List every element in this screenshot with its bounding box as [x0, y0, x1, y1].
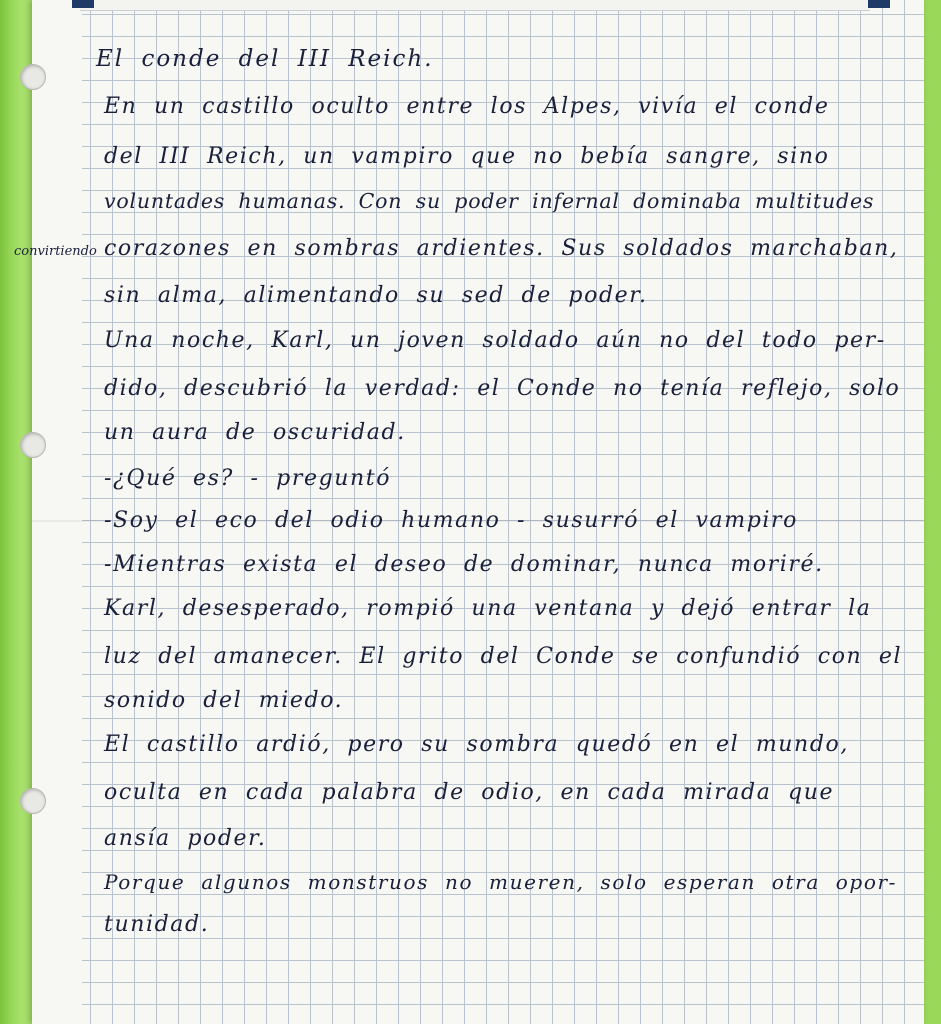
- punch-hole: [20, 432, 46, 458]
- text-line: Una noche, Karl, un joven soldado aún no del todo per-: [104, 328, 886, 353]
- page-title: El conde del III Reich.: [96, 46, 434, 72]
- text-line: sin alma, alimentando su sed de poder.: [104, 283, 648, 308]
- text-line: sonido del miedo.: [104, 688, 344, 713]
- text-line: oculta en cada palabra de odio, en cada mirada que: [104, 780, 835, 805]
- text-line: Karl, desesperado, rompió una ventana y dejó entrar la: [104, 596, 872, 621]
- margin-note: convirtiendo: [14, 244, 97, 259]
- punch-hole: [20, 788, 46, 814]
- text-line: dido, descubrió la verdad: el Conde no tenía reflejo, solo: [104, 376, 901, 401]
- text-line: tunidad.: [104, 912, 210, 937]
- corner-mark-right: [868, 0, 890, 8]
- text-line: -Mientras exista el deseo de dominar, nunca moriré.: [104, 552, 824, 577]
- text-line: del III Reich, un vampiro que no bebía sangre, sino: [104, 144, 830, 169]
- text-line: En un castillo oculto entre los Alpes, vivía el conde: [104, 94, 830, 119]
- paper-margin: [32, 0, 82, 1024]
- corner-mark-left: [72, 0, 94, 8]
- text-line: corazones en sombras ardientes. Sus soldados marchaban,: [104, 236, 899, 261]
- text-line: ansía poder.: [104, 826, 267, 851]
- text-line: luz del amanecer. El grito del Conde se confundió con el: [104, 644, 903, 669]
- punch-hole: [20, 64, 46, 90]
- text-line: El castillo ardió, pero su sombra quedó en el mundo,: [104, 732, 849, 757]
- text-line: -¿Qué es? - preguntó: [104, 466, 392, 491]
- text-line: un aura de oscuridad.: [104, 420, 406, 445]
- text-line: voluntades humanas. Con su poder infernal dominaba multitudes: [104, 189, 875, 213]
- paper-top-edge: [80, 0, 870, 11]
- text-line: -Soy el eco del odio humano - susurró el vampiro: [104, 508, 799, 533]
- text-line: Porque algunos monstruos no mueren, solo esperan otra opor-: [104, 870, 897, 894]
